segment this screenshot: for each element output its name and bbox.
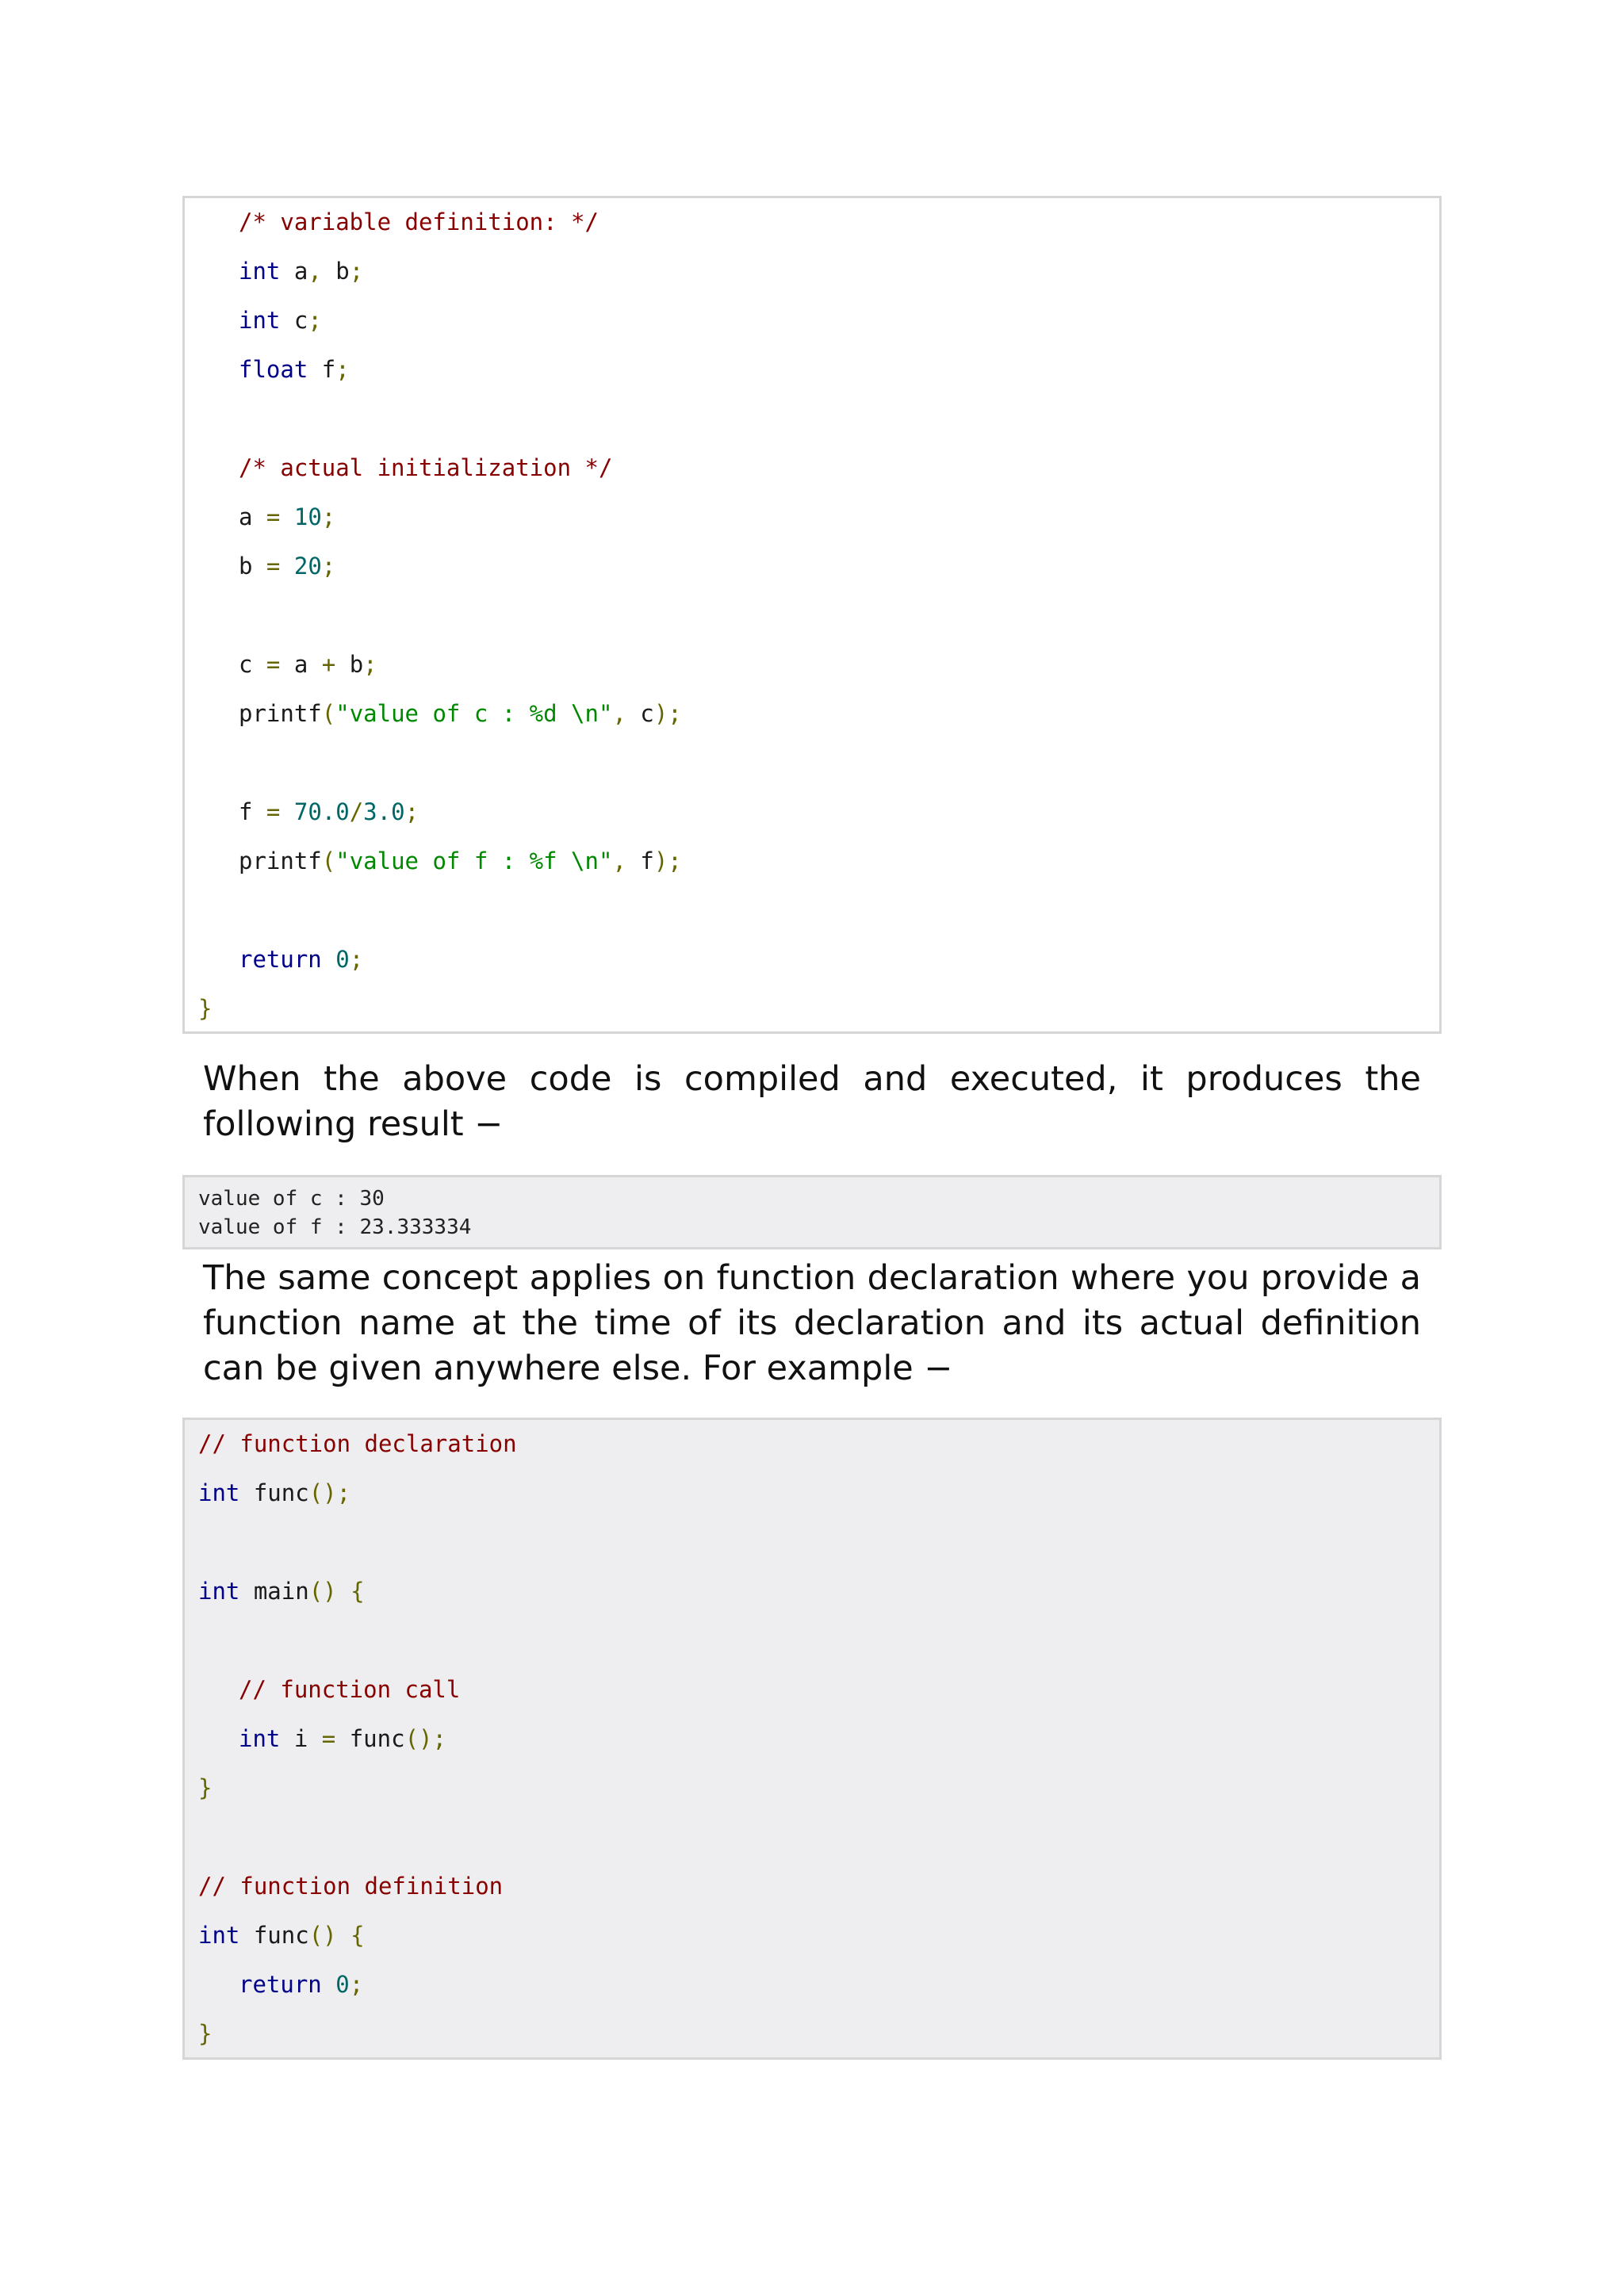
output-block [182,1175,1442,1249]
code-token: a [280,651,322,678]
code-token: } [198,995,213,1022]
code-line [198,1921,365,1950]
code-token: f [308,356,336,383]
code-token: , [308,258,322,285]
code-token: ); [653,700,682,727]
code-token: 70.0 [293,798,350,825]
code-line [198,1577,365,1605]
code-token: ; [349,946,364,973]
code-token: i [280,1725,322,1752]
code-token: + [321,651,336,678]
paragraph-result-intro: When the above code is compiled and executed, it produces the following result − [203,1059,1421,1144]
code-token: a [280,258,308,285]
code-token: // function definition [198,1873,504,1900]
code-token: / [349,798,364,825]
code-token: b [335,651,364,678]
code-token: f [239,798,266,825]
code-token: { [350,1578,365,1605]
code-token: c [280,307,308,334]
code-token: "value of f : %f \n" [335,848,613,874]
code-token: 10 [293,503,322,530]
code-token: ; [321,503,336,530]
code-line [239,257,363,285]
code-line [198,1872,503,1900]
code-token: ; [308,307,322,334]
code-token: "value of c : %d \n" [335,700,613,727]
code-line [239,699,682,728]
code-token: int [198,1922,240,1949]
code-token: int [239,307,281,334]
code-line [239,208,599,236]
code-token: = [266,503,281,530]
code-token: return [239,946,322,973]
code-token: , [612,700,626,727]
code-token: } [198,2020,213,2047]
code-token: b [321,258,350,285]
code-token: = [266,651,281,678]
code-token: } [198,1774,213,1801]
code-token: float [239,356,308,383]
code-token: ; [349,258,364,285]
code-token: 0 [335,946,350,973]
code-token: = [266,553,281,580]
code-token: printf [239,700,322,727]
code-token: , [612,848,626,874]
code-line [239,798,419,826]
code-token [280,553,293,580]
code-line [239,1724,446,1753]
code-token: int [239,258,281,285]
code-token: func [335,1725,405,1752]
code-token: 0 [335,1971,350,1998]
code-token: () [308,1578,337,1605]
code-token: 3.0 [363,798,405,825]
code-token: return [239,1971,322,1998]
code-token: int [239,1725,281,1752]
code-token [322,946,335,973]
code-token: // function declaration [198,1430,517,1457]
code-token: b [239,553,266,580]
code-block-variables [182,196,1442,1034]
code-token: ( [321,700,336,727]
code-token: ; [321,553,336,580]
code-line [198,1479,350,1507]
code-token: ; [363,651,377,678]
code-line [198,2019,212,2048]
code-token [337,1578,350,1605]
code-token: c [626,700,654,727]
code-line [239,355,350,384]
code-line [239,306,322,335]
code-block-functions [182,1418,1442,2060]
code-token: int [198,1479,240,1506]
code-token: int [198,1578,240,1605]
code-line [198,994,212,1023]
code-token: c [239,651,266,678]
code-token: { [350,1922,365,1949]
code-token [322,1971,335,1998]
code-token: func [239,1479,309,1506]
code-line [239,847,682,875]
code-token: ; [404,798,419,825]
code-token: ( [321,848,336,874]
code-token: main [239,1578,309,1605]
code-token: 20 [293,553,322,580]
code-token: ; [335,356,350,383]
code-line [239,503,335,531]
code-token [280,503,293,530]
code-token: = [321,1725,336,1752]
code-token: ); [653,848,682,874]
code-token: = [266,798,281,825]
paragraph-function-declaration: The same concept applies on function declaration where you provide a function name at the time of its declaration and its actual definition can be given anywhere else. For example − [203,1258,1421,1388]
code-line [239,1970,363,1999]
code-token: a [239,503,266,530]
code-line [239,1675,460,1704]
code-line [198,1774,212,1802]
code-token: (); [404,1725,446,1752]
code-token: /* actual initialization */ [239,454,613,481]
code-token: (); [308,1479,351,1506]
code-line [239,945,363,974]
code-token [280,798,293,825]
code-token: func [239,1922,309,1949]
code-token: // function call [239,1676,461,1703]
code-token: f [626,848,654,874]
code-line [239,650,377,679]
code-token [337,1922,350,1949]
code-line [239,453,612,482]
code-token: ; [349,1971,364,1998]
output-line: value of f : 23.333334 [198,1215,472,1239]
code-token: printf [239,848,322,874]
code-line [198,1429,517,1458]
output-line: value of c : 30 [198,1187,385,1211]
code-token: () [308,1922,337,1949]
code-token: /* variable definition: */ [239,209,599,235]
code-line [239,552,335,580]
